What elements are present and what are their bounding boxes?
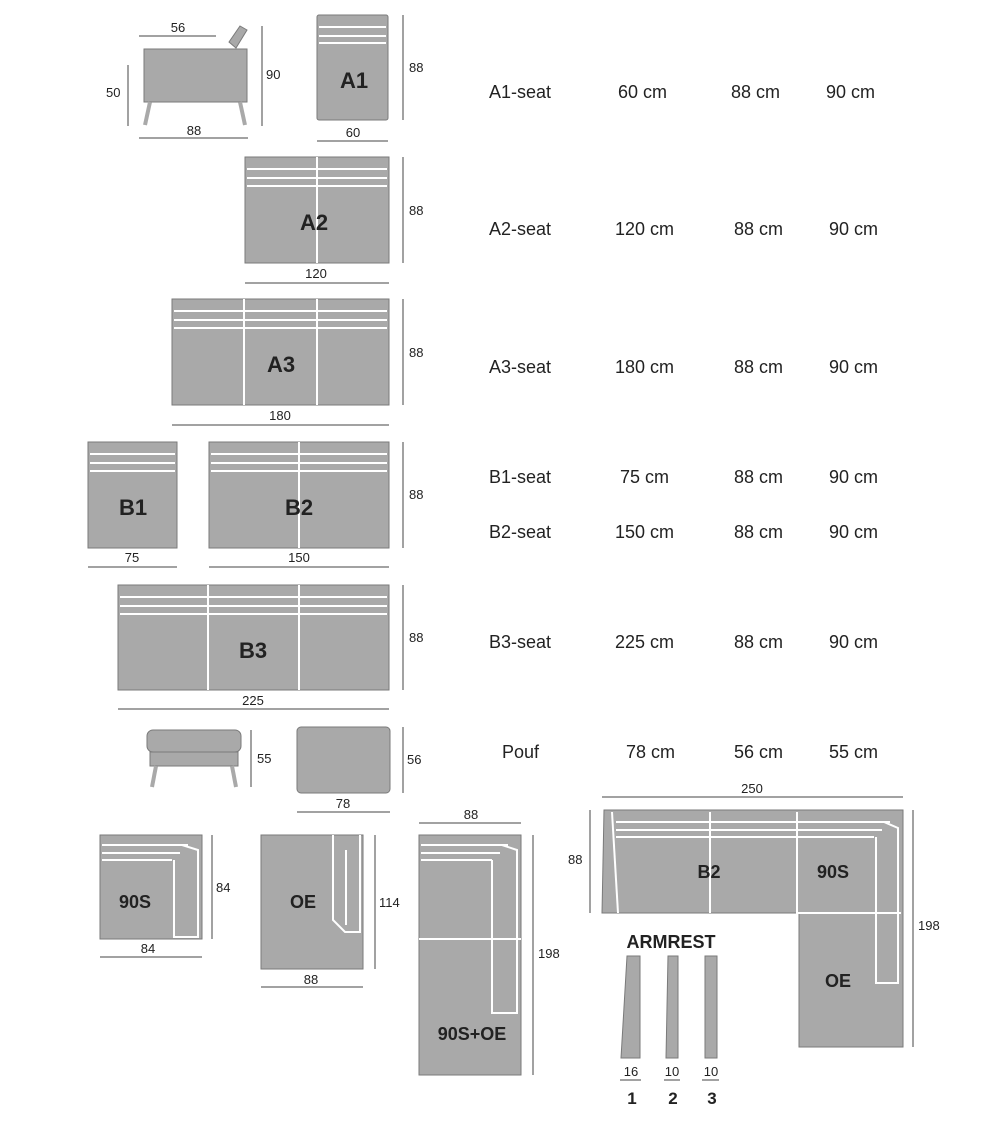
corner-90s-label: 90S [816,862,850,882]
spec-depth: 56 cm [734,742,784,762]
module-a3-depth: 88 [409,345,424,360]
module-90s-oe-width: 88 [463,807,479,822]
module-oe-label: OE [289,892,317,912]
spec-height: 90 cm [829,467,879,487]
armchair-seat-dimension: 50 [106,85,121,100]
spec-name: A3-seat [489,357,552,377]
module-b2-width: 150 [288,550,310,565]
spec-name: B1-seat [489,467,552,487]
module-a3 [172,299,423,425]
spec-height: 90 cm [826,82,876,102]
pouf-depth: 56 [407,752,422,767]
module-b2 [209,442,423,567]
spec-height: 90 cm [829,219,879,239]
module-90s-oe-label: 90S+OE [437,1024,507,1044]
spec-width: 180 cm [615,357,675,377]
armchair-top-dimension: 56 [170,20,186,35]
corner-width: 250 [741,781,763,796]
spec-depth: 88 cm [731,82,781,102]
spec-name: B2-seat [489,522,552,542]
spec-name: A2-seat [489,219,552,239]
armrest-1-size: 16 [623,1064,639,1079]
spec-depth: 88 cm [734,632,784,652]
armrest-1-number: 1 [627,1089,637,1108]
module-b1 [88,442,177,567]
armrest-3-size: 10 [703,1064,719,1079]
corner-depth: 88 [568,852,583,867]
module-b2-label: B2 [284,495,314,520]
spec-height: 90 cm [829,522,879,542]
module-90s-oe-height: 198 [538,946,560,961]
module-a2-depth: 88 [409,203,424,218]
module-oe-width: 88 [303,972,319,987]
module-a1-label: A1 [339,68,369,93]
spec-height: 55 cm [829,742,879,762]
corner-oe-label: OE [824,971,852,991]
module-a3-width: 180 [269,408,291,423]
spec-name: Pouf [502,742,540,762]
spec-width: 60 cm [618,82,668,102]
spec-height: 90 cm [829,632,879,652]
module-b3-label: B3 [238,638,268,663]
module-b3-depth: 88 [409,630,424,645]
module-b3-width: 225 [242,693,264,708]
armrest-2-size: 10 [664,1064,680,1079]
module-90s [100,835,230,957]
module-a3-label: A3 [266,352,296,377]
module-oe-height: 114 [379,895,400,910]
module-b1-label: B1 [118,495,148,520]
spec-depth: 88 cm [734,522,784,542]
pouf-width: 78 [335,796,351,811]
module-90s-width: 84 [140,941,156,956]
module-90s-oe [419,807,560,1075]
module-b2-depth: 88 [409,487,424,502]
module-90s-height: 84 [216,880,231,895]
module-pouf [147,727,421,812]
spec-width: 75 cm [620,467,670,487]
module-b3 [118,585,423,709]
module-a1-width: 60 [345,125,361,140]
spec-width: 78 cm [626,742,676,762]
spec-width: 120 cm [615,219,675,239]
module-b1-width: 75 [124,550,140,565]
module-a2 [245,157,423,283]
armchair-depth-dimension: 88 [186,123,202,138]
armrest-2-number: 2 [668,1089,678,1108]
module-a1 [317,15,423,141]
spec-name: A1-seat [489,82,552,102]
spec-width: 150 cm [615,522,675,542]
module-a1-depth: 88 [409,60,424,75]
module-a2-label: A2 [299,210,329,235]
spec-depth: 88 cm [734,467,784,487]
armchair-height-dimension: 90 [266,67,281,82]
pouf-height: 55 [257,751,272,766]
armrest-3-number: 3 [707,1089,717,1108]
module-90s-label: 90S [118,892,152,912]
armchair-side-view [106,20,280,138]
module-a2-width: 120 [305,266,327,281]
armrest-section [620,932,719,1108]
armrest-title: ARMREST [626,932,716,952]
spec-depth: 88 cm [734,357,784,377]
corner-height: 198 [918,918,940,933]
spec-width: 225 cm [615,632,675,652]
corner-b2-label: B2 [697,862,721,882]
module-oe [261,835,400,987]
spec-height: 90 cm [829,357,879,377]
spec-name: B3-seat [489,632,552,652]
spec-depth: 88 cm [734,219,784,239]
